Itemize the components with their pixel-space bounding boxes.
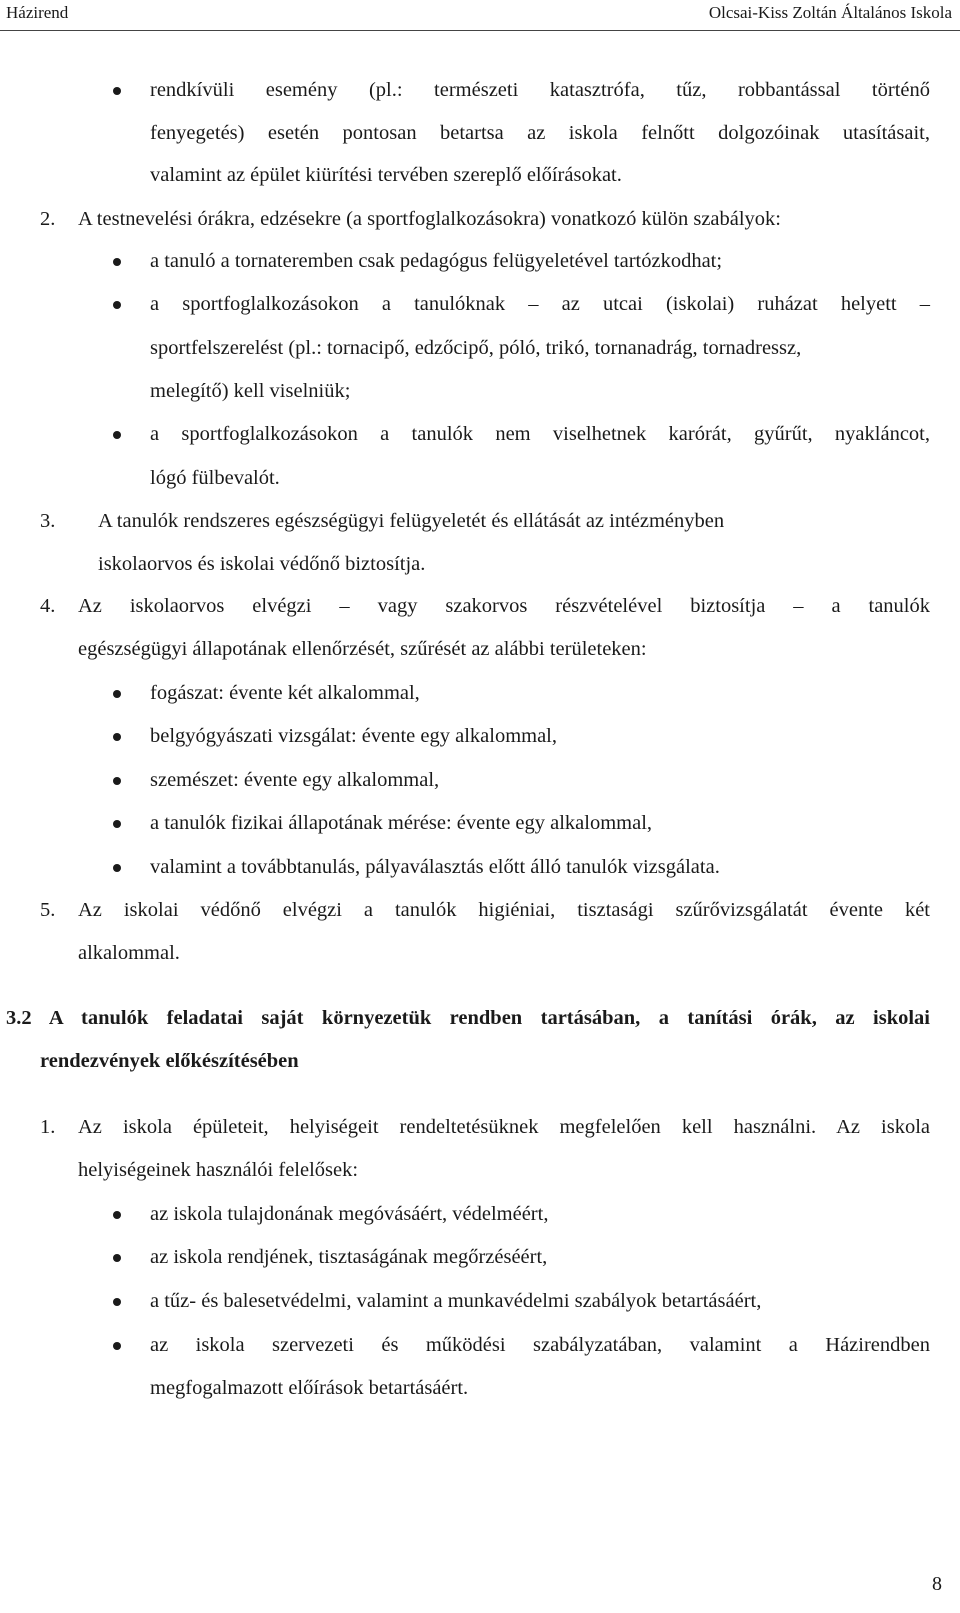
bullet-text: belgyógyászati vizsgálat: évente egy alkalommal, bbox=[150, 725, 558, 747]
bullet-text: a tanulók fizikai állapotának mérése: évente egy alkalommal, bbox=[150, 812, 653, 834]
header-document-title: Házirend bbox=[6, 3, 69, 22]
header-school-name: Olcsai-Kiss Zoltán Általános Iskola bbox=[708, 3, 952, 22]
bullet-text: valamint a továbbtanulás, pályaválasztás előtt álló tanulók vizsgálata. bbox=[150, 856, 720, 878]
paragraph-line: valamint az épület kiürítési tervében szereplő előírásokat. bbox=[150, 164, 622, 186]
bullet-text: sportfelszerelést (pl.: tornacipő, edzőcipő, póló, trikó, tornanadrág, tornadressz, bbox=[150, 337, 802, 359]
list-item-text: Az iskolaorvos elvégzi – vagy szakorvos részvételével biztosítja – a tanulók bbox=[78, 595, 930, 617]
list-number: 3. bbox=[40, 510, 56, 532]
bullet-text: melegítő) kell viselniük; bbox=[150, 380, 351, 402]
list-item-text: A testnevelési órákra, edzésekre (a sportfoglalkozásokra) vonatkozó külön szabályok: bbox=[78, 208, 782, 230]
bullet-dot bbox=[113, 690, 121, 698]
list-number: 4. bbox=[40, 595, 56, 617]
bullet-dot bbox=[113, 258, 121, 266]
list-item-text: A tanulók rendszeres egészségügyi felügyeletét és ellátását az intézményben bbox=[98, 510, 725, 532]
bullet-dot bbox=[113, 1298, 121, 1306]
bullet-text: lógó fülbevalót. bbox=[150, 467, 280, 489]
paragraph-line: fenyegetés) esetén pontosan betartsa az iskola felnőtt dolgozóinak utasításait, bbox=[150, 122, 930, 144]
bullet-dot bbox=[113, 301, 121, 309]
bullet-dot bbox=[113, 1342, 121, 1350]
bullet-text: az iskola rendjének, tisztaságának megőrzéséért, bbox=[150, 1246, 548, 1268]
list-number: 1. bbox=[40, 1116, 56, 1138]
list-item-text: alkalommal. bbox=[78, 942, 180, 964]
list-item-text: iskolaorvos és iskolai védőnő biztosítja. bbox=[98, 553, 426, 575]
section-heading: 3.2 A tanulók feladatai saját környezetük rendben tartásában, a tanítási órák, az iskolai bbox=[6, 1007, 930, 1029]
page-header bbox=[0, 0, 960, 31]
bullet-dot bbox=[113, 864, 121, 872]
bullet-text: a sportfoglalkozásokon a tanulóknak – az utcai (iskolai) ruházat helyett – bbox=[150, 293, 930, 315]
bullet-text: fogászat: évente két alkalommal, bbox=[150, 682, 420, 704]
bullet-text: a tűz- és balesetvédelmi, valamint a munkavédelmi szabályok betartásáért, bbox=[150, 1290, 762, 1312]
bullet-dot bbox=[113, 1254, 121, 1262]
bullet-dot bbox=[113, 1211, 121, 1219]
bullet-text: a tanuló a tornateremben csak pedagógus felügyeletével tartózkodhat; bbox=[150, 250, 723, 272]
bullet-dot bbox=[113, 87, 121, 95]
paragraph-line: rendkívüli esemény (pl.: természeti katasztrófa, tűz, robbantással történő bbox=[150, 79, 930, 101]
list-item-text: egészségügyi állapotának ellenőrzését, szűrését az alábbi területeken: bbox=[78, 638, 647, 660]
page-number: 8 bbox=[932, 1573, 942, 1595]
bullet-text: megfogalmazott előírások betartásáért. bbox=[150, 1377, 469, 1399]
bullet-text: az iskola szervezeti és működési szabályzatában, valamint a Házirendben bbox=[150, 1334, 930, 1356]
list-item-text: helyiségeinek használói felelősek: bbox=[78, 1159, 359, 1181]
bullet-text: szemészet: évente egy alkalommal, bbox=[150, 769, 440, 791]
list-item-text: Az iskola épületeit, helyiségeit rendeltetésüknek megfelelően kell használni. Az iskola bbox=[78, 1116, 930, 1138]
bullet-dot bbox=[113, 777, 121, 785]
list-item-text: Az iskolai védőnő elvégzi a tanulók higiéniai, tisztasági szűrővizsgálatát évente két bbox=[78, 899, 930, 921]
list-number: 2. bbox=[40, 208, 56, 230]
bullet-text: a sportfoglalkozásokon a tanulók nem viselhetnek karórát, gyűrűt, nyakláncot, bbox=[150, 423, 930, 445]
list-number: 5. bbox=[40, 899, 56, 921]
bullet-text: az iskola tulajdonának megóvásáért, védelméért, bbox=[150, 1203, 549, 1225]
section-heading: rendezvények előkészítésében bbox=[40, 1050, 299, 1072]
bullet-dot bbox=[113, 820, 121, 828]
bullet-dot bbox=[113, 733, 121, 741]
bullet-dot bbox=[113, 431, 121, 439]
